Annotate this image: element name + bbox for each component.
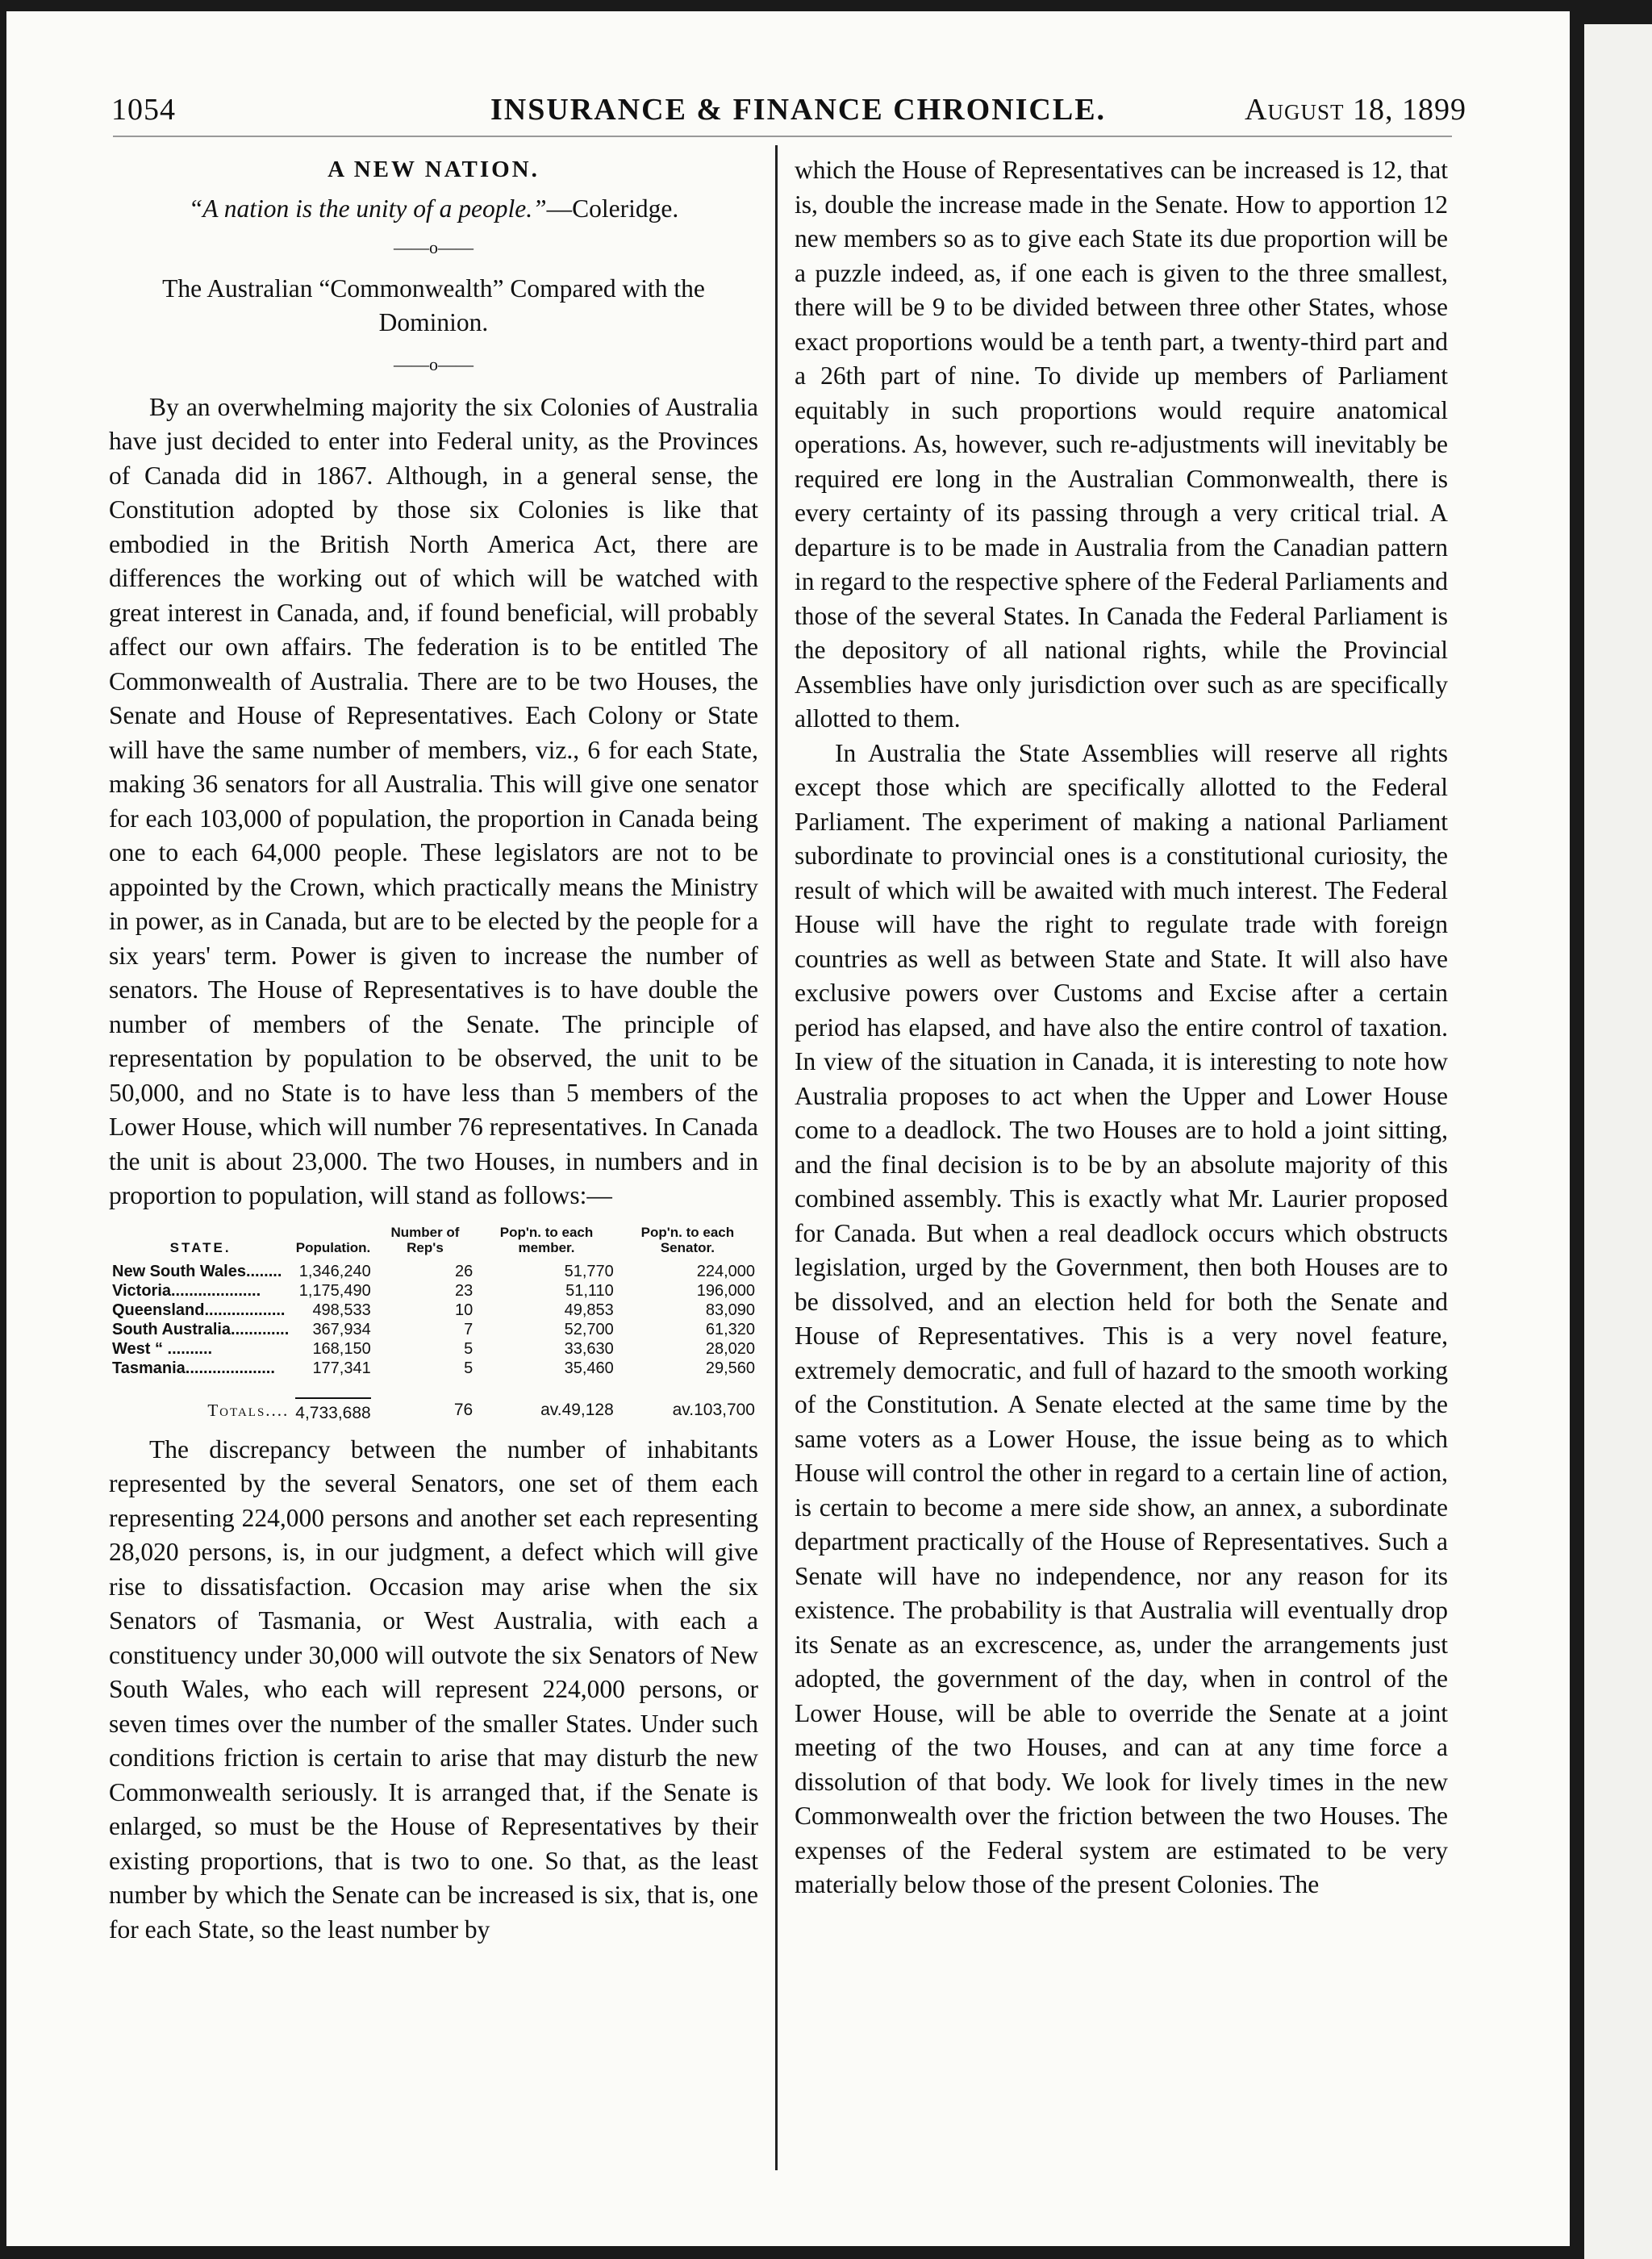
paragraph: The discrepancy between the number of inhabitants represented by the several Senators, one set of them each representing 224,000 persons and another set each representing 28,020 persons, is, in our judgment, a defect which will give rise to dissatisfaction. Occasion may arise when the six Senators of Tasmania, or West Australia, with each a constituency under 30,000 will outvote the six Senators of New South Wales, who each will represent 224,000 persons, or seven times over the number of the smaller States. Under such conditions friction is certain to arise that may disturb the new Commonwealth seriously. It is arranged that, if the Senate is enlarged, so must be the House of Representatives by their existing proportions, that is two to one. So that, as the least number by which the Senate can be increased is six, that is, one for each State, so the least number by xyxy=(109,1434,758,1944)
cell-per-senator: 224,000 xyxy=(696,1262,755,1280)
column-rule xyxy=(775,145,778,2170)
cell-state: Tasmania.................... xyxy=(112,1359,275,1377)
cell-reps: 5 xyxy=(464,1339,473,1358)
cell-per-senator: 29,560 xyxy=(705,1359,755,1377)
table-row xyxy=(109,1359,758,1378)
states-table xyxy=(109,1225,758,1423)
cell-population: 1,175,490 xyxy=(298,1281,371,1300)
right-column xyxy=(795,153,1448,1902)
cell-per-senator: 196,000 xyxy=(696,1281,755,1300)
col-header-per-senator: Pop'n. to each Senator. xyxy=(640,1224,735,1255)
issue-date: August 18, 1899 xyxy=(1245,93,1466,127)
paragraph: By an overwhelming majority the six Colonies of Australia have just decided to enter into Federal unity, as the Provinces of Canada did in 1867. Although, in a general sense, the Constitution adopted by those six Colonies is like that embodied in the British North America Act, there are differences the working out of which will be watched with great interest in Canada, and, if found beneficial, will probably affect our own affairs. The federation is to be entitled The Commonwealth of Australia. There are to be two Houses, the Senate and House of Representatives. Each Colony or State will have the same number of members, viz., 6 for each State, making 36 senators for all Australia. This will give one senator for each 103,000 of population, the proportion in Canada being one to each 64,000 people. These legislators are not to be appointed by the Crown, which practically means the Ministry in power, as in Canada, but are to be elected by the people for a six years' term. Power is given to increase the number of senators. The House of Representatives is to have double the number of members of the Senate. The principle of representation by population to be observed, the unit to be 50,000, and no State is to have less than 5 members of the Lower House, which will number 76 representatives. In Canada the unit is about 23,000. The two Houses, in numbers and in proportion to population, will stand as follows:— xyxy=(109,392,758,1209)
table-row xyxy=(109,1301,758,1320)
totals-reps: 76 xyxy=(453,1400,473,1419)
cell-reps: 5 xyxy=(464,1359,473,1377)
adjacent-page-edge xyxy=(1584,24,1652,2259)
cell-reps: 7 xyxy=(464,1320,473,1338)
col-header-reps: Number of Rep's xyxy=(390,1224,460,1255)
cell-reps: 26 xyxy=(454,1262,473,1280)
table-header-row xyxy=(109,1225,758,1262)
article-subtitle: The Australian “Commonwealth” Compared with the Dominion. xyxy=(162,274,705,336)
col-header-state: STATE. xyxy=(169,1239,232,1255)
cell-population: 168,150 xyxy=(312,1339,371,1358)
cell-reps: 23 xyxy=(454,1281,473,1300)
totals-label: Totals.... xyxy=(207,1400,290,1420)
paragraph: which the House of Representatives can be increased is 12, that is, double the increase made in the Senate. How to apportion 12 new members so as to give each State its due proportion will be a puzzle indeed, as, if one each is given to the three smallest, there will be 9 to be divided between three other States, whose exact proportions would be a tenth part, a twenty-third part and a 26th part of nine. To divide up members of Parliament equitably in such proportions would require anatomical operations. As, however, such re-adjustments will inevitably be required ere long in the Australian Commonwealth, there is every certainty of its passing through a very critical trial. A departure is to be made in Australia from the Canadian pattern in regard to the respective sphere of the Federal Parliaments and those of the several States. In Canada the Federal Parliament is the depository of all national rights, while the Provincial Assemblies have only jurisdiction over such as are specifically allotted to them. xyxy=(795,156,1448,733)
cell-per-member: 52,700 xyxy=(564,1320,614,1338)
page-number: 1054 xyxy=(111,93,176,127)
cell-population: 1,346,240 xyxy=(298,1262,371,1280)
header-rule xyxy=(113,136,1452,137)
cell-reps: 10 xyxy=(454,1301,473,1319)
table-row xyxy=(109,1262,758,1281)
table-row xyxy=(109,1281,758,1301)
cell-per-senator: 61,320 xyxy=(705,1320,755,1338)
cell-state: South Australia............. xyxy=(112,1320,290,1338)
table-row xyxy=(109,1320,758,1339)
cell-per-senator: 83,090 xyxy=(705,1301,755,1319)
totals-population-value: 4,733,688 xyxy=(295,1397,370,1423)
cell-per-member: 51,110 xyxy=(565,1281,614,1300)
cell-per-member: 35,460 xyxy=(564,1359,614,1377)
col-header-per-member: Pop'n. to each member. xyxy=(499,1224,594,1255)
epigraph xyxy=(109,192,758,227)
cell-state: Queensland.................. xyxy=(112,1301,286,1319)
ornament-divider: ——o—— xyxy=(394,353,473,374)
table-row xyxy=(109,1339,758,1359)
cell-per-member: 49,853 xyxy=(564,1301,614,1319)
col-header-population: Population. xyxy=(295,1239,371,1255)
left-column xyxy=(109,153,758,1947)
article-title: A NEW NATION. xyxy=(327,157,540,182)
epigraph-quote: “A nation is the unity of a people.” xyxy=(188,194,547,223)
epigraph-author: —Coleridge. xyxy=(546,194,679,223)
totals-population xyxy=(292,1378,373,1423)
cell-state: West “ .......... xyxy=(112,1339,213,1358)
cell-state: Victoria.................... xyxy=(112,1281,261,1300)
totals-per-senator: av.103,700 xyxy=(672,1400,755,1419)
ornament-divider: ——o—— xyxy=(394,236,473,257)
page-header xyxy=(111,92,1466,140)
cell-per-senator: 28,020 xyxy=(705,1339,755,1358)
cell-per-member: 33,630 xyxy=(564,1339,614,1358)
cell-state: New South Wales........ xyxy=(112,1262,282,1280)
cell-per-member: 51,770 xyxy=(564,1262,614,1280)
table-totals-row xyxy=(109,1378,758,1423)
publication-title: INSURANCE & FINANCE CHRONICLE. xyxy=(490,93,1107,127)
cell-population: 367,934 xyxy=(312,1320,371,1338)
totals-per-member: av.49,128 xyxy=(540,1400,614,1419)
cell-population: 177,341 xyxy=(312,1359,371,1377)
paragraph: In Australia the State Assemblies will reserve all rights except those which are specifically allotted to the Federal Parliament. The experiment of making a national Parliament subordinate to provincial ones is a constitutional curiosity, the result of which will be awaited with much interest. The Federal House will have the right to regulate trade with foreign countries as well as between State and State. It will also have exclusive powers over Customs and Excise after a certain period has elapsed, and have also the entire control of taxation. In view of the situation in Canada, it is interesting to note how Australia proposes to act when the Upper and Lower House come to a deadlock. The two Houses are to hold a joint sitting, and the final decision is to be by an absolute majority of this combined assembly. This is exactly what Mr. Laurier proposed for Canada. But when a real deadlock occurs which obstructs legislation, urged by the Government, then both Houses are to be dissolved, and an election held for both the Senate and House of Representatives. This is a very novel feature, extremely democratic, and full of hazard to the smooth working of the Constitution. A Senate elected at the same time by the same voters as a Lower House, the issue being as to which House will control the other in regard to a certain line of action, is certain to become a mere side show, an annex, a subordinate department practically of the House of Representatives. Such a Senate will have no independence, nor any reason for its existence. The probability is that Australia will eventually drop its Senate as an excrescence, as, under the arrangements just adopted, the government of the day, when in control of the Lower House, will be able to override the Senate at a joint meeting of the two Houses, and can at any time force a dissolution of that body. We look for lively times in the new Commonwealth over the friction between the two Houses. The expenses of the Federal system are estimated to be very materially below those of the present Colonies. The xyxy=(795,738,1448,1898)
cell-population: 498,533 xyxy=(312,1301,371,1319)
